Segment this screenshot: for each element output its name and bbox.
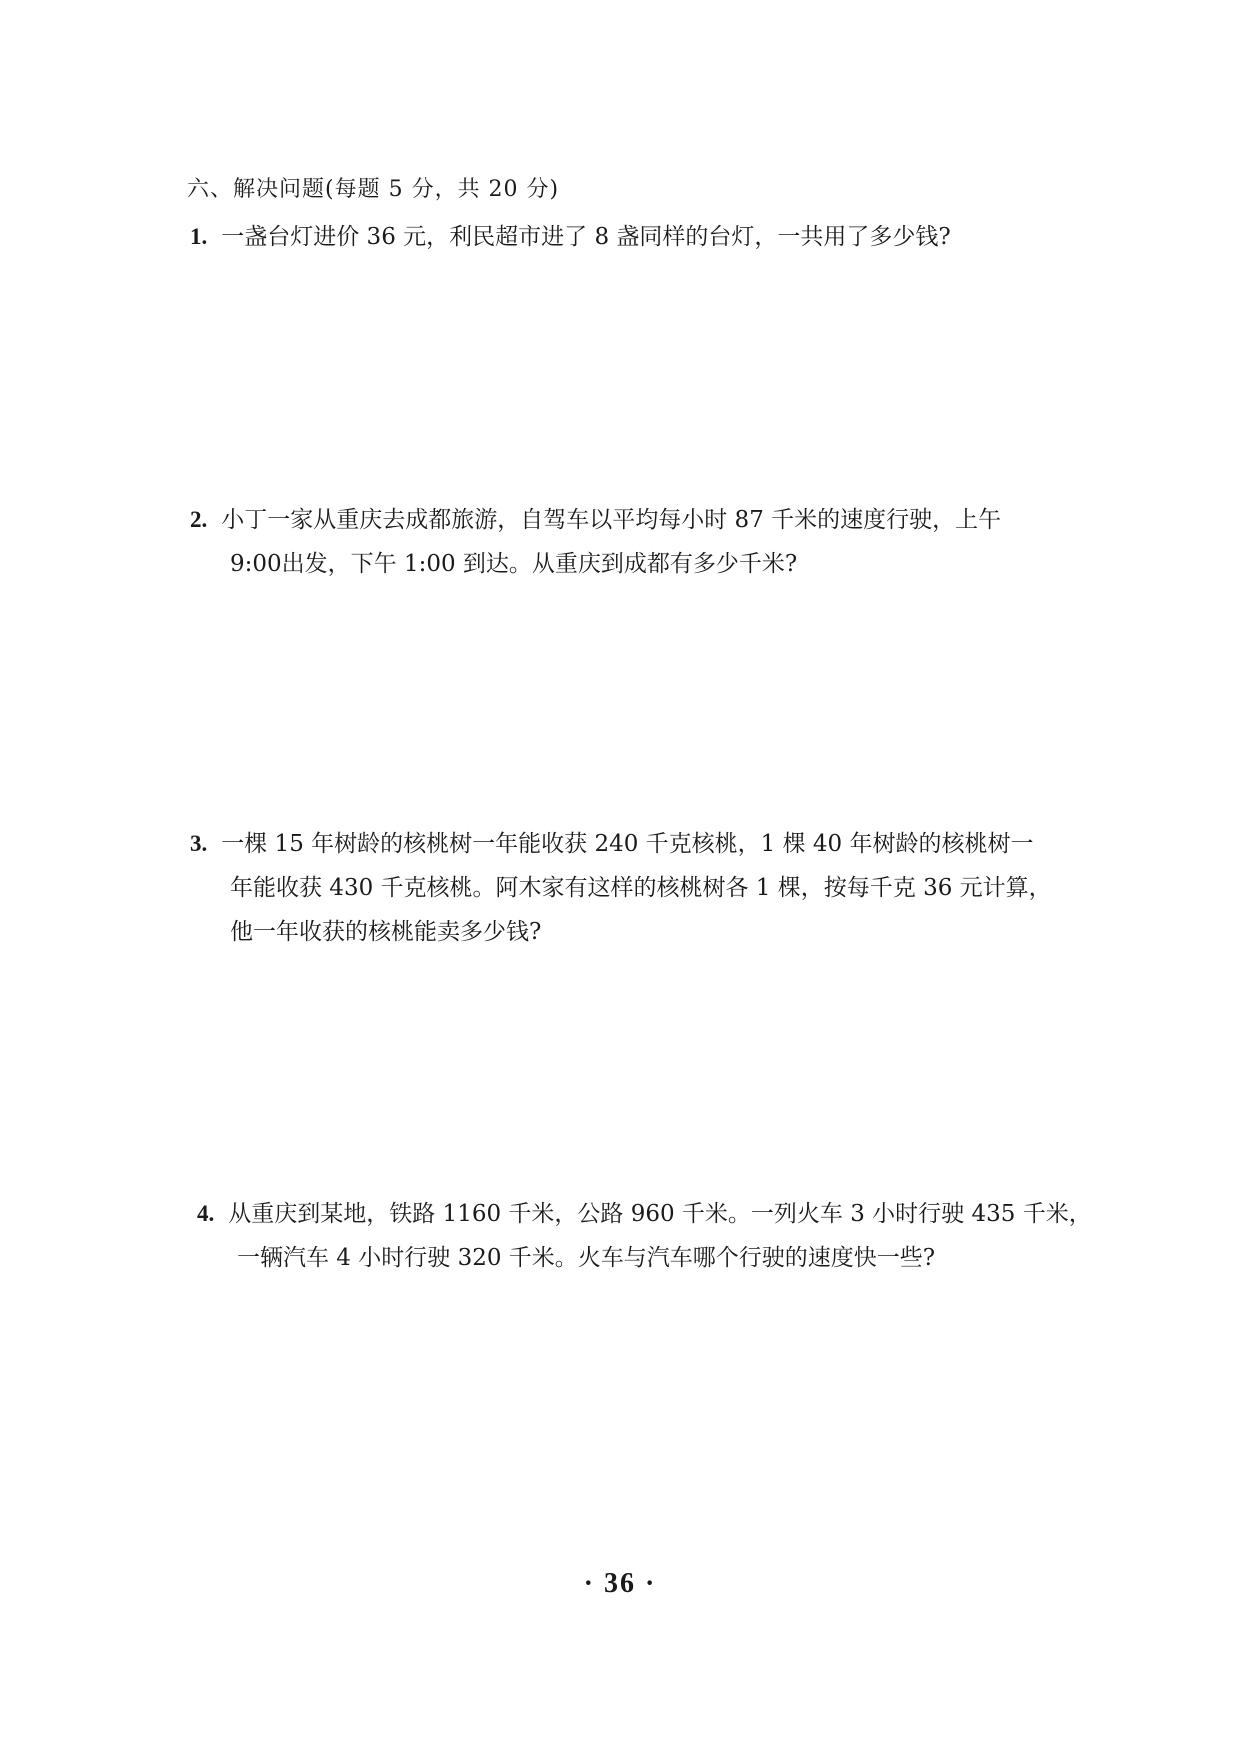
question-3 <box>190 822 1160 954</box>
question-text: 一盏台灯进价 36 元，利民超市进了 8 盏同样的台灯，一共用了多少钱? <box>221 224 951 250</box>
question-1 <box>190 215 1160 259</box>
question-4 <box>197 1192 1167 1280</box>
question-number: 3. <box>190 831 208 856</box>
question-number: 2. <box>190 507 208 532</box>
question-number: 4. <box>197 1201 215 1226</box>
question-text: 从重庆到某地，铁路 1160 千米，公路 960 千米。一列火车 3 小时行驶 435 千米， <box>228 1201 1092 1227</box>
question-2 <box>190 498 1160 586</box>
question-number: 1. <box>190 224 208 249</box>
question-text: 小丁一家从重庆去成都旅游，自驾车以平均每小时 87 千米的速度行驶，上午 <box>221 507 1002 533</box>
question-text: 一棵 15 年树龄的核桃树一年能收获 240 千克核桃，1 棵 40 年树龄的核桃树一 <box>221 831 1034 857</box>
page-number: · 36 · <box>583 1568 657 1599</box>
question-line <box>190 498 1160 542</box>
question-line <box>190 215 1160 259</box>
question-line <box>197 1192 1167 1236</box>
question-line <box>190 822 1160 866</box>
question-text: 年能收获 430 千克核桃。阿木家有这样的核桃树各 1 棵，按每千克 36 元计算， <box>230 875 1052 901</box>
question-text: 9:00出发，下午 1:00 到达。从重庆到成都有多少千米? <box>230 551 798 577</box>
section-title: 六、解决问题(每题 5 分，共 20 分) <box>187 177 560 202</box>
question-text: 他一年收获的核桃能卖多少钱? <box>230 919 542 945</box>
question-text: 一辆汽车 4 小时行驶 320 千米。火车与汽车哪个行驶的速度快一些? <box>237 1245 936 1271</box>
